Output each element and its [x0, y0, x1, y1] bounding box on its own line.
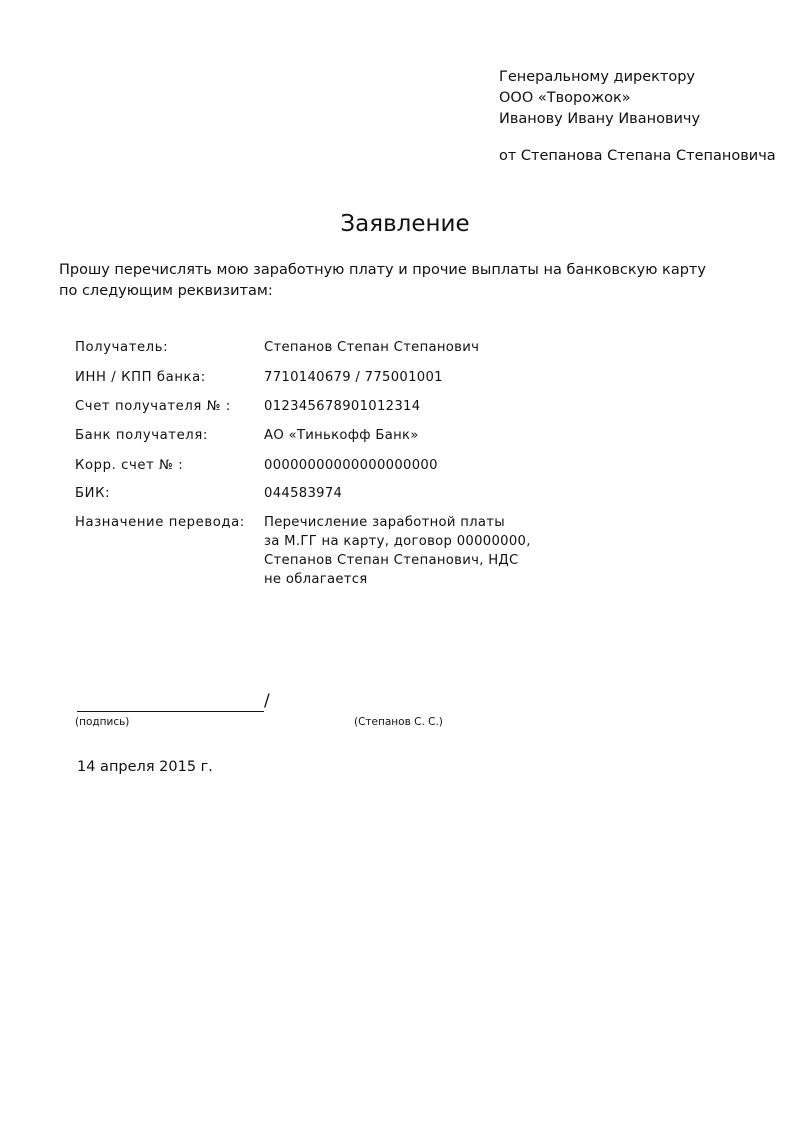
signature-caption: (подпись) — [75, 716, 130, 728]
addressee-block — [499, 67, 700, 130]
detail-value: 044583974 — [264, 486, 343, 501]
detail-label: Получатель: — [75, 340, 169, 355]
detail-value: 00000000000000000000 — [264, 458, 438, 473]
addressee-position: Генеральному директору — [499, 69, 695, 85]
addressee-company: ООО «Творожок» — [499, 90, 631, 106]
signer-name-caption: (Степанов С. С.) — [354, 716, 443, 728]
signature-line — [77, 711, 264, 712]
request-text: Прошу перечислять мою заработную плату и прочие выплаты на банковскую карту по следующим реквизитам: — [59, 262, 706, 299]
detail-value: АО «Тинькофф Банк» — [264, 428, 419, 443]
detail-label: Счет получателя № : — [75, 399, 231, 414]
detail-label: Назначение перевода: — [75, 515, 245, 530]
sender-line: от Степанова Степана Степановича — [499, 148, 776, 164]
document-title: Заявление — [340, 211, 470, 237]
detail-value: 012345678901012314 — [264, 399, 421, 414]
signature-slash: / — [264, 691, 270, 711]
detail-value: Степанов Степан Степанович — [264, 340, 480, 355]
detail-label: Корр. счет № : — [75, 458, 184, 473]
addressee-name: Иванову Ивану Ивановичу — [499, 111, 701, 127]
detail-value: Перечисление заработной платы за М.ГГ на карту, договор 00000000, Степанов Степан Степанович, НДС не облагается — [264, 515, 531, 587]
detail-label: БИК: — [75, 486, 111, 501]
detail-label: ИНН / КПП банка: — [75, 370, 206, 385]
document-date: 14 апреля 2015 г. — [77, 759, 213, 775]
detail-label: Банк получателя: — [75, 428, 208, 443]
detail-value: 7710140679 / 775001001 — [264, 370, 443, 385]
